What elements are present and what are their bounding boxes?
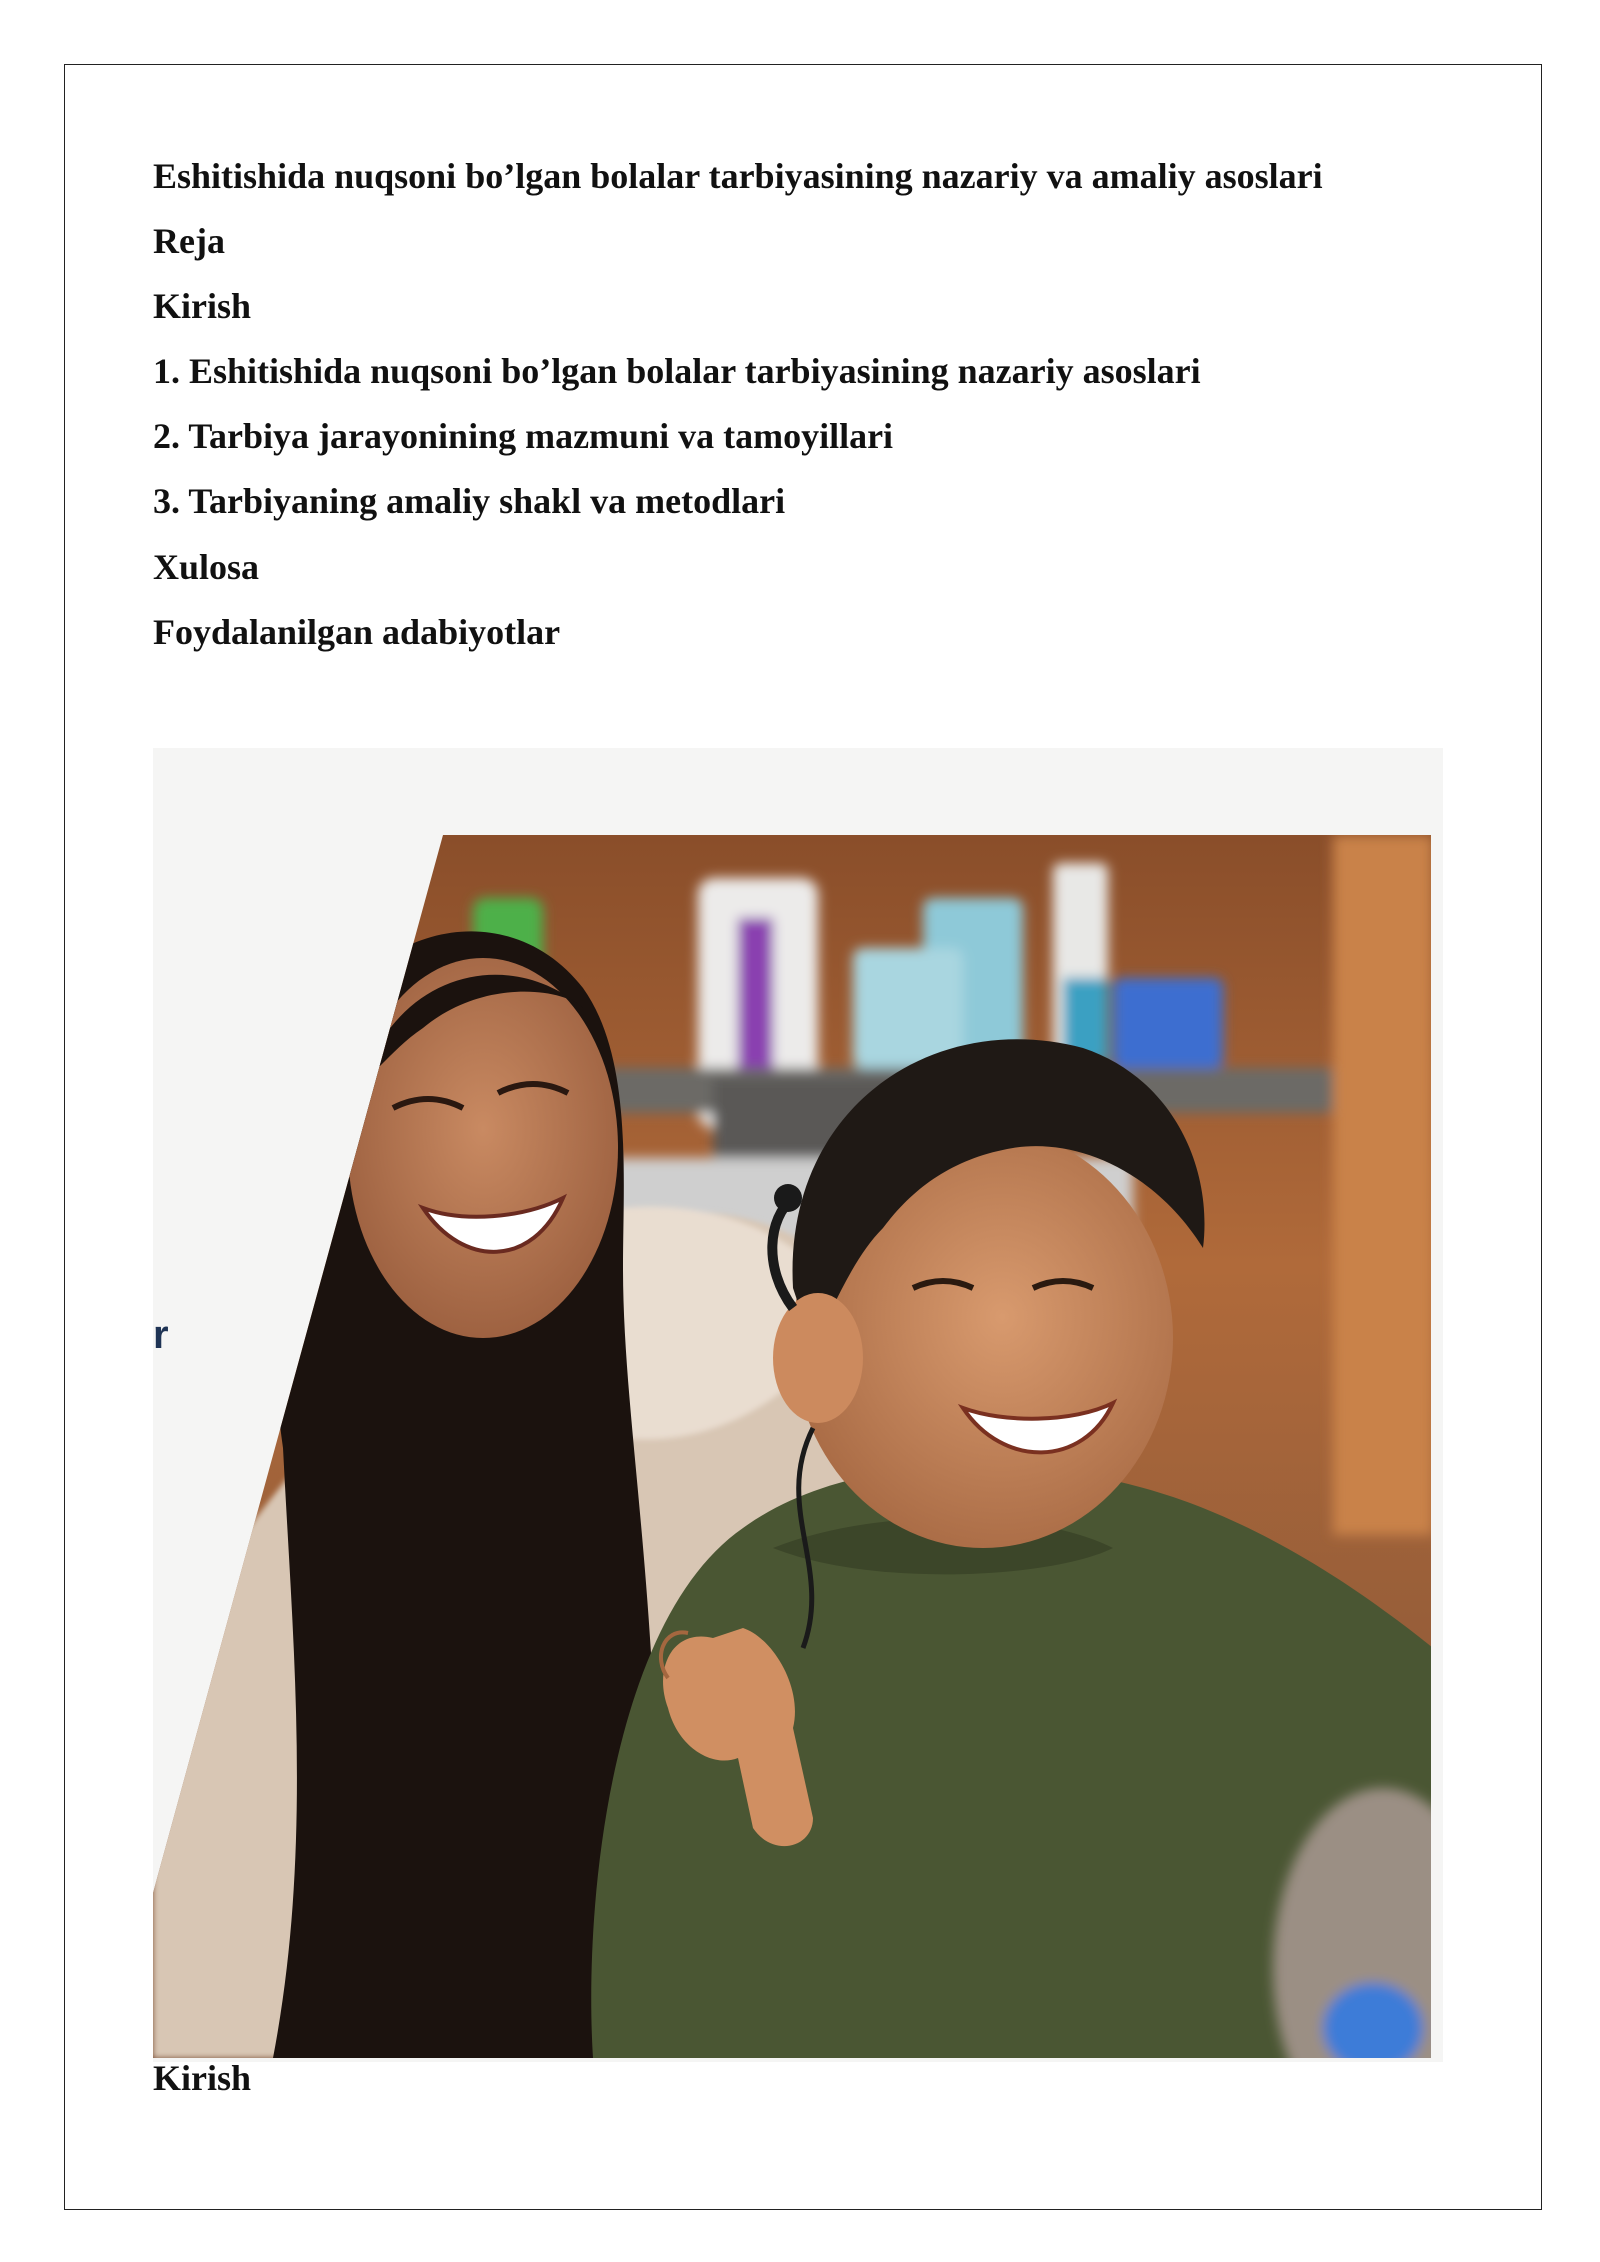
plan-item-references: Foydalanilgan adabiyotlar	[153, 612, 561, 652]
plan-item-1: 1. Eshitishida nuqsoni bo’lgan bolalar tarbiyasining nazariy asoslari	[153, 351, 1201, 391]
plan-heading: Reja	[153, 221, 225, 261]
plan-item-3: 3. Tarbiyaning amaliy shakl va metodlari	[153, 481, 786, 521]
plan-item-2: 2. Tarbiya jarayonining mazmuni va tamoyillari	[153, 416, 894, 456]
section-heading: Kirish	[153, 2058, 252, 2098]
photo-edge-text: r	[153, 1313, 169, 1357]
photo-mother-and-child	[153, 748, 1443, 2062]
plan-item-intro: Kirish	[153, 286, 252, 326]
document-title: Eshitishida nuqsoni bo’lgan bolalar tarbiyasining nazariy va amaliy asoslari	[153, 156, 1323, 196]
plan-item-conclusion: Xulosa	[153, 547, 260, 587]
